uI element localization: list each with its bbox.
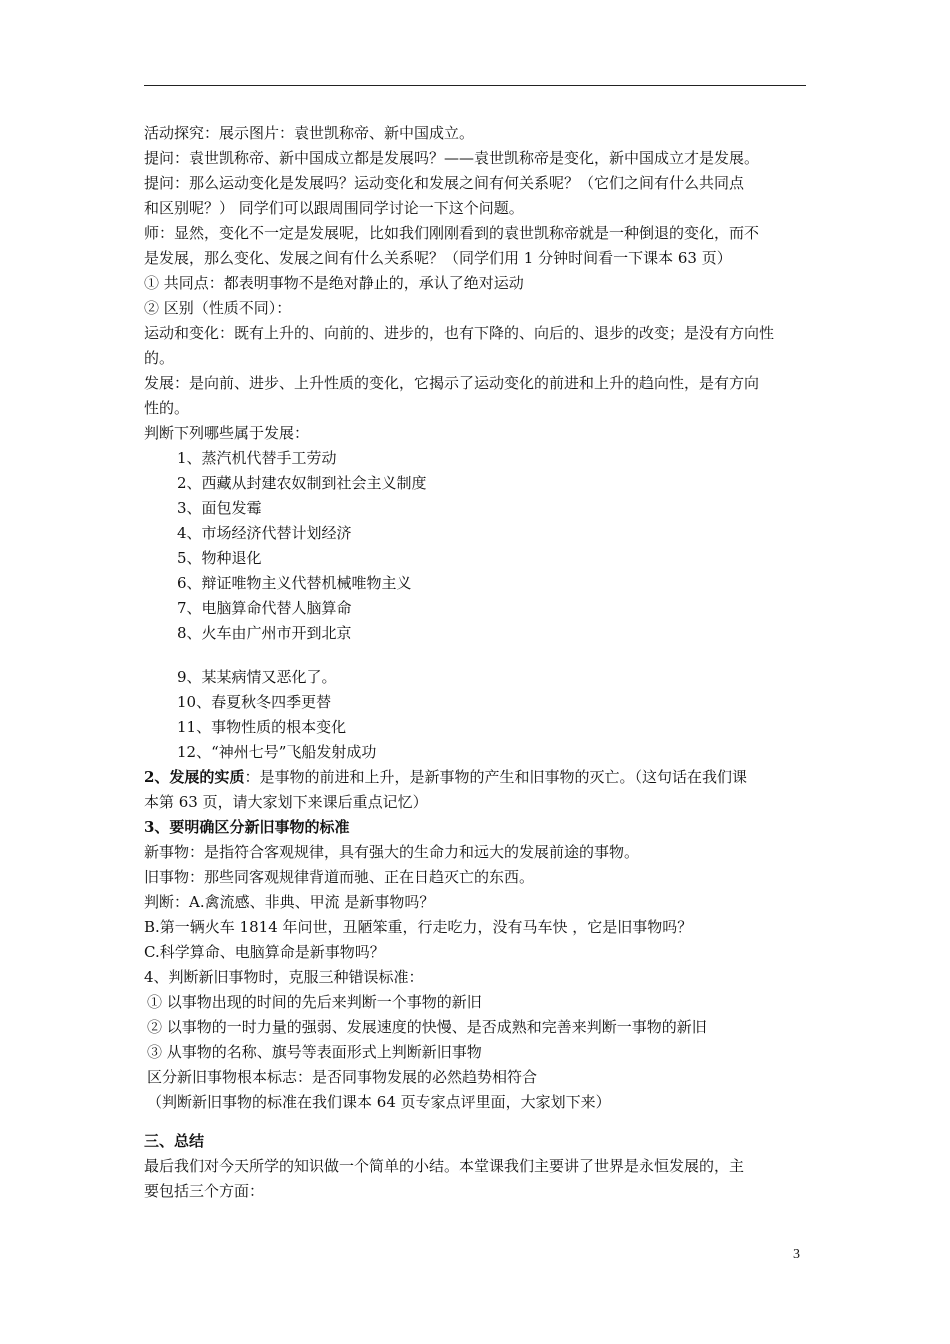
criteria-item: （判断新旧事物的标准在我们课本 64 页专家点评里面，大家划下来）: [147, 1093, 611, 1111]
paragraph: 和区别呢？） 同学们可以跟周围同学讨论一下这个问题。: [144, 199, 524, 217]
page-number: 3: [793, 1247, 800, 1262]
list-item: 4、市场经济代替计划经济: [177, 524, 352, 542]
paragraph: 是发展，那么变化、发展之间有什么关系呢？（同学们用 1 分钟时间看一下课本 63 页）: [144, 249, 732, 267]
section-heading: 3、要明确区分新旧事物的标准: [144, 818, 350, 836]
list-item: 6、辩证唯物主义代替机械唯物主义: [177, 574, 412, 592]
criteria-item: ② 以事物的一时力量的强弱、发展速度的快慢、是否成熟和完善来判断一事物的新旧: [147, 1018, 707, 1036]
list-item: 7、电脑算命代替人脑算命: [177, 599, 352, 617]
paragraph: 性的。: [144, 399, 190, 417]
list-item: 5、物种退化: [177, 549, 262, 567]
essence-heading: 2、发展的实质: [144, 768, 245, 786]
list-item: 1、蒸汽机代替手工劳动: [177, 449, 337, 467]
spacer: [144, 1115, 808, 1129]
paragraph: 要包括三个方面：: [144, 1182, 265, 1200]
criteria-item: ③ 从事物的名称、旗号等表面形式上判断新旧事物: [147, 1043, 482, 1061]
paragraph: 新事物：是指符合客观规律，具有强大的生命力和远大的发展前途的事物。: [144, 843, 640, 861]
summary-heading: 三、总结: [144, 1132, 205, 1150]
spacer: [144, 646, 808, 665]
paragraph: 判断：A.禽流感、非典、甲流 是新事物吗？: [144, 893, 435, 911]
paragraph: 旧事物：那些同客观规律背道而驰、正在日趋灭亡的东西。: [144, 868, 535, 886]
paragraph: 最后我们对今天所学的知识做一个简单的小结。本堂课我们主要讲了世界是永恒发展的，主: [144, 1157, 745, 1175]
paragraph: 4、判断新旧事物时，克服三种错误标准：: [144, 968, 424, 986]
essence-paragraph-cont: 本第 63 页，请大家划下来课后重点记忆）: [144, 793, 428, 811]
paragraph: 判断下列哪些属于发展：: [144, 424, 310, 442]
criteria-item: 区分新旧事物根本标志：是否同事物发展的必然趋势相符合: [147, 1068, 538, 1086]
list-item: 11、事物性质的根本变化: [177, 718, 347, 736]
paragraph: 提问：那么运动变化是发展吗？运动变化和发展之间有何关系呢？（它们之间有什么共同点: [144, 174, 745, 192]
paragraph: C.科学算命、电脑算命是新事物吗？: [144, 943, 385, 961]
paragraph: ① 共同点：都表明事物不是绝对静止的，承认了绝对运动: [144, 274, 524, 292]
paragraph: 师：显然，变化不一定是发展呢，比如我们刚刚看到的袁世凯称帝就是一种倒退的变化，而不: [144, 224, 760, 242]
list-item: 2、西藏从封建农奴制到社会主义制度: [177, 474, 427, 492]
paragraph: 提问：袁世凯称帝、新中国成立都是发展吗？——袁世凯称帝是变化，新中国成立才是发展。: [144, 149, 760, 167]
list-item: 9、某某病情又恶化了。: [177, 668, 337, 686]
paragraph: 的。: [144, 349, 175, 367]
list-item: 10、春夏秋冬四季更替: [177, 693, 332, 711]
paragraph: 活动探究：展示图片：袁世凯称帝、新中国成立。: [144, 124, 475, 142]
paragraph: 运动和变化：既有上升的、向前的、进步的，也有下降的、向后的、退步的改变；是没有方向性: [144, 324, 775, 342]
header-rule: [144, 85, 806, 86]
list-item: 8、火车由广州市开到北京: [177, 624, 352, 642]
paragraph: B.第一辆火车 1814 年问世，丑陋笨重，行走吃力，没有马车快 ，它是旧事物吗？: [144, 918, 693, 936]
essence-paragraph: [144, 765, 808, 790]
paragraph: 发展：是向前、进步、上升性质的变化，它揭示了运动变化的前进和上升的趋向性，是有方向: [144, 374, 760, 392]
paragraph: ② 区别（性质不同）：: [144, 299, 292, 317]
essence-text: ：是事物的前进和上升，是新事物的产生和旧事物的灭亡。（这句话在我们课: [244, 768, 747, 786]
list-item: 12、“神州七号”飞船发射成功: [177, 743, 377, 761]
page-content: [144, 121, 808, 1204]
list-item: 3、面包发霉: [177, 499, 262, 517]
criteria-item: ① 以事物出现的时间的先后来判断一个事物的新旧: [147, 993, 482, 1011]
